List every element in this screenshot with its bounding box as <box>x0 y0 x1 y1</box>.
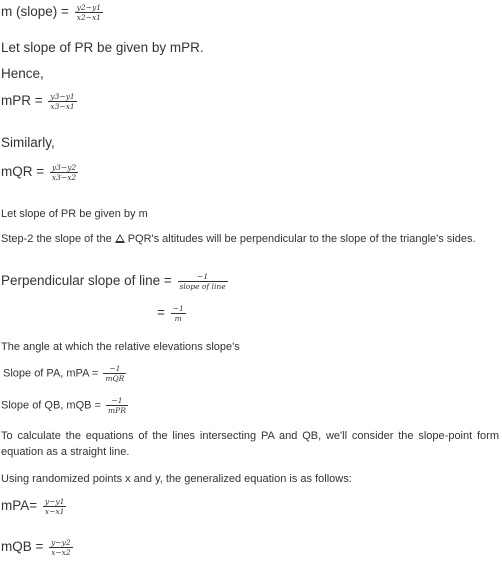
fraction-numerator: −1 <box>178 272 228 282</box>
mqr-formula <box>1 163 78 182</box>
paragraph-calculate: To calculate the equations of the lines intersecting PA and QB, we'll consider the slope-point form equation as a straight line. <box>1 430 499 458</box>
mpa-equation <box>1 497 66 516</box>
mqb-equation <box>1 538 73 557</box>
slope-pa-lhs: Slope of PA, mPA = <box>3 367 99 380</box>
perpendicular-slope-formula <box>1 272 228 291</box>
perpendicular-slope-fraction <box>178 272 228 291</box>
simplified-lhs: = <box>157 305 165 321</box>
fraction-denominator: mQR <box>105 374 125 383</box>
mqb-equation-lhs: mQB = <box>1 539 44 555</box>
slope-qb-fraction <box>106 396 128 415</box>
mqr-formula-fraction <box>50 163 78 182</box>
fraction-denominator: x−x1 <box>44 507 65 516</box>
paragraph-slope-m: Let slope of PR be given by m <box>1 208 148 220</box>
fraction-numerator: y2−y1 <box>76 3 101 12</box>
fraction-denominator: x2−x1 <box>76 13 101 22</box>
slope-qb-lhs: Slope of QB, mQB = <box>1 399 101 412</box>
fraction-numerator: y−y2 <box>51 538 71 547</box>
fraction-numerator: −1 <box>103 364 126 374</box>
fraction-numerator: y3−y1 <box>50 92 75 101</box>
fraction-denominator: slope of line <box>179 282 226 291</box>
paragraph-hence: Hence, <box>1 66 44 81</box>
fraction-denominator: mPR <box>108 406 126 415</box>
fraction-numerator: −1 <box>172 304 184 313</box>
fraction-denominator: x3−x1 <box>50 102 75 111</box>
fraction-denominator: m <box>174 314 182 323</box>
slope-pa-fraction <box>103 364 126 383</box>
perpendicular-slope-lhs: Perpendicular slope of line = <box>1 273 172 289</box>
step2-text-before: Step-2 the slope of the <box>1 233 112 245</box>
fraction-numerator: y3−y2 <box>51 163 77 172</box>
mpr-formula-lhs: mPR = <box>1 93 43 109</box>
paragraph-step2 <box>1 231 499 247</box>
mpa-equation-lhs: mPA= <box>1 498 38 514</box>
triangle-icon <box>115 234 125 243</box>
slope-formula <box>1 3 103 22</box>
mpr-formula <box>1 92 77 111</box>
step2-text-after: PQR's altitudes will be perpendicular to the slope of the triangle's sides. <box>127 233 476 245</box>
paragraph-slope-pr: Let slope of PR be given by mPR. <box>1 40 204 55</box>
fraction-numerator: −1 <box>106 396 128 406</box>
paragraph-similarly: Similarly, <box>1 135 55 150</box>
slope-formula-fraction <box>75 3 103 22</box>
slope-formula-lhs: m (slope) = <box>1 4 69 20</box>
simplified-fraction <box>171 304 186 323</box>
fraction-denominator: x3−x2 <box>51 173 77 182</box>
slope-qb-formula <box>1 396 128 415</box>
paragraph-angle: The angle at which the relative elevations slope's <box>1 341 240 353</box>
paragraph-randomized: Using randomized points x and y, the generalized equation is as follows: <box>1 473 352 485</box>
mpa-equation-fraction <box>43 497 67 516</box>
mpr-formula-fraction <box>48 92 76 111</box>
mqr-formula-lhs: mQR = <box>1 164 45 180</box>
perpendicular-slope-simplified <box>157 304 186 323</box>
fraction-numerator: y−y1 <box>44 497 65 506</box>
mqb-equation-fraction <box>49 538 73 557</box>
fraction-denominator: x−x2 <box>51 548 71 557</box>
slope-pa-formula <box>3 364 126 383</box>
